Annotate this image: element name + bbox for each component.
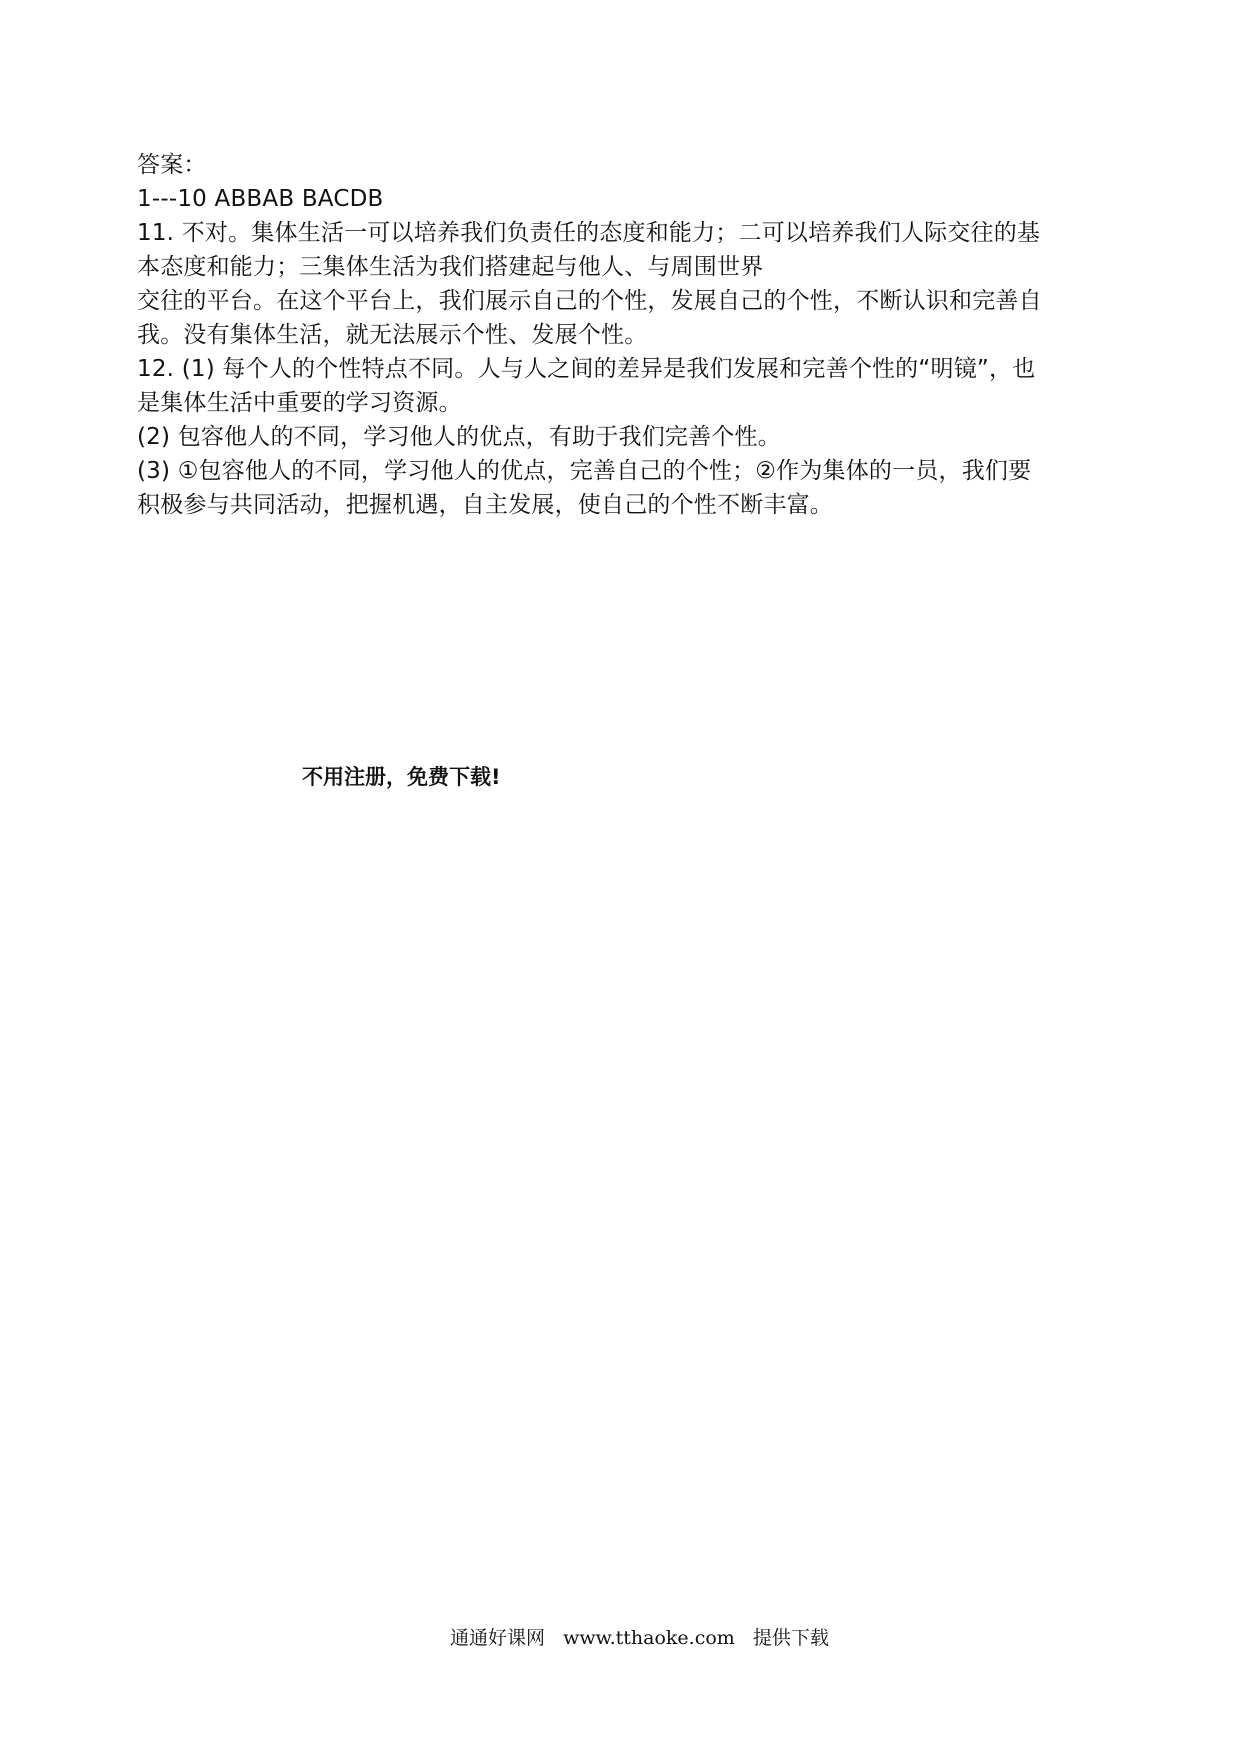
answer-line: (3) ①包容他人的不同，学习他人的优点，完善自己的个性；②作为集体的一员，我们要 — [137, 458, 1032, 484]
answer-line: 12. (1) 每个人的个性特点不同。人与人之间的差异是我们发展和完善个性的“明镜”，也 — [137, 356, 1036, 382]
answer-line: 1---10 ABBAB BACDB — [137, 186, 384, 212]
answer-section — [137, 148, 1107, 522]
answer-heading: 答案： — [137, 152, 207, 178]
footer — [450, 1624, 829, 1652]
download-promo: 不用注册，免费下载! — [302, 765, 501, 789]
footer-url: www.tthaoke.com — [563, 1627, 735, 1649]
footer-suffix: 提供下载 — [752, 1627, 829, 1649]
answer-line: 11. 不对。集体生活一可以培养我们负责任的态度和能力；二可以培养我们人际交往的基 — [137, 220, 1041, 246]
answer-line: 是集体生活中重要的学习资源。 — [137, 390, 462, 416]
answer-line: 我。没有集体生活，就无法展示个性、发展个性。 — [137, 322, 648, 348]
footer-site-name: 通通好课网 — [450, 1627, 546, 1649]
answer-line: 交往的平台。在这个平台上，我们展示自己的个性，发展自己的个性，不断认识和完善自 — [137, 288, 1042, 314]
answer-line: 本态度和能力；三集体生活为我们搭建起与他人、与周围世界 — [137, 254, 764, 280]
answer-line: (2) 包容他人的不同，学习他人的优点，有助于我们完善个性。 — [137, 424, 781, 450]
answer-line: 积极参与共同活动，把握机遇，自主发展，使自己的个性不断丰富。 — [137, 492, 833, 518]
